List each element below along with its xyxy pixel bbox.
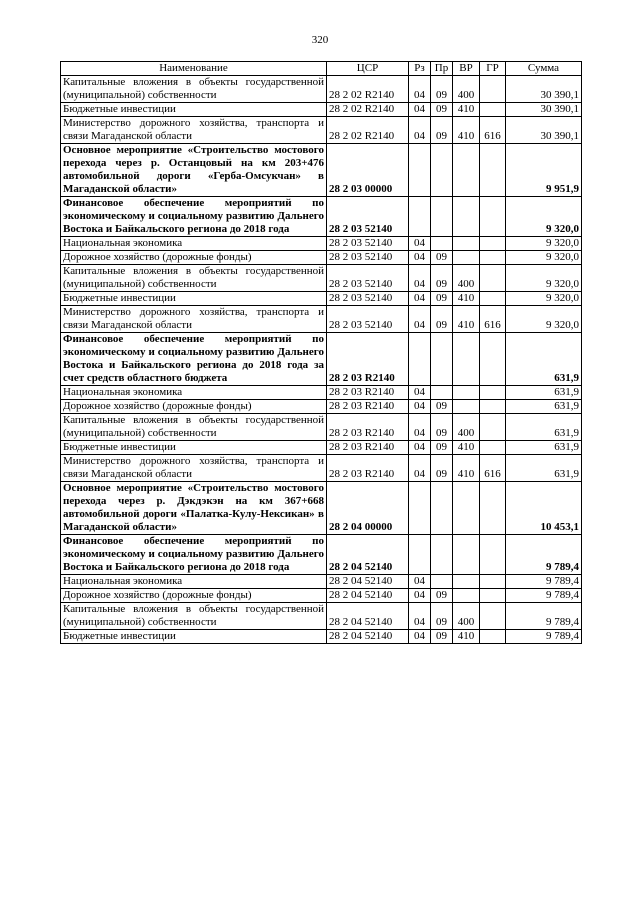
rz-cell: 04 [409,603,431,630]
pr-cell [431,237,453,251]
sum-cell: 9 789,4 [506,535,582,575]
sum-cell: 9 789,4 [506,575,582,589]
sum-cell: 10 453,1 [506,482,582,535]
header-vr: ВР [453,62,480,76]
table-row [61,400,582,414]
gr-cell [480,414,506,441]
gr-cell: 616 [480,455,506,482]
sum-cell: 9 320,0 [506,197,582,237]
csr-cell: 28 2 03 R2140 [327,441,409,455]
csr-cell: 28 2 04 52140 [327,603,409,630]
gr-cell [480,197,506,237]
gr-cell: 616 [480,306,506,333]
header-sum: Сумма [506,62,582,76]
table-row [61,333,582,386]
rz-cell: 04 [409,117,431,144]
name-cell: Капитальные вложения в объекты государственной (муниципальной) собственности [61,76,327,103]
sum-cell: 9 320,0 [506,292,582,306]
table-row [61,630,582,644]
pr-cell: 09 [431,306,453,333]
csr-cell: 28 2 04 52140 [327,535,409,575]
vr-cell: 410 [453,306,480,333]
name-cell: Финансовое обеспечение мероприятий по экономическому и социальному развитию Дальнего Востока и Байкальского региона до 2018 года [61,535,327,575]
sum-cell: 9 789,4 [506,589,582,603]
pr-cell: 09 [431,265,453,292]
name-cell: Национальная экономика [61,575,327,589]
csr-cell: 28 2 03 R2140 [327,455,409,482]
rz-cell: 04 [409,575,431,589]
csr-cell: 28 2 02 R2140 [327,103,409,117]
csr-cell: 28 2 03 R2140 [327,414,409,441]
sum-cell: 631,9 [506,400,582,414]
rz-cell: 04 [409,441,431,455]
gr-cell [480,589,506,603]
name-cell: Основное мероприятие «Строительство мостового перехода через р. Останцовый на км 203+476 автомобильной дороги «Герба-Омсукчан» в Магаданской области» [61,144,327,197]
name-cell: Основное мероприятие «Строительство мостового перехода через р. Дэкдэкэн на км 367+668 автомобильной дороги «Палатка-Кулу-Нексикан» в Магаданской области» [61,482,327,535]
pr-cell: 09 [431,630,453,644]
pr-cell: 09 [431,251,453,265]
name-cell: Бюджетные инвестиции [61,103,327,117]
name-cell: Бюджетные инвестиции [61,292,327,306]
vr-cell: 410 [453,117,480,144]
rz-cell: 04 [409,76,431,103]
csr-cell: 28 2 03 52140 [327,237,409,251]
csr-cell: 28 2 04 52140 [327,589,409,603]
csr-cell: 28 2 04 52140 [327,575,409,589]
pr-cell [431,535,453,575]
gr-cell [480,603,506,630]
vr-cell [453,197,480,237]
pr-cell [431,575,453,589]
pr-cell [431,482,453,535]
page-number: 320 [311,34,329,46]
gr-cell [480,292,506,306]
rz-cell: 04 [409,292,431,306]
table-row [61,76,582,103]
table-row [61,265,582,292]
gr-cell [480,535,506,575]
table-header-row [61,62,582,76]
rz-cell: 04 [409,237,431,251]
pr-cell: 09 [431,603,453,630]
table-row [61,386,582,400]
rz-cell [409,144,431,197]
vr-cell [453,333,480,386]
header-name: Наименование [61,62,327,76]
name-cell: Бюджетные инвестиции [61,630,327,644]
header-rz: Рз [409,62,431,76]
sum-cell: 9 789,4 [506,603,582,630]
csr-cell: 28 2 03 52140 [327,197,409,237]
sum-cell: 9 320,0 [506,265,582,292]
gr-cell [480,333,506,386]
table-row [61,535,582,575]
csr-cell: 28 2 02 R2140 [327,76,409,103]
rz-cell [409,482,431,535]
rz-cell [409,333,431,386]
table-row [61,441,582,455]
vr-cell: 400 [453,603,480,630]
header-pr: Пр [431,62,453,76]
sum-cell: 9 320,0 [506,306,582,333]
table-body [61,76,582,644]
sum-cell: 631,9 [506,414,582,441]
vr-cell: 410 [453,441,480,455]
sum-cell: 9 951,9 [506,144,582,197]
pr-cell [431,333,453,386]
budget-table [60,61,582,644]
name-cell: Министерство дорожного хозяйства, транспорта и связи Магаданской области [61,455,327,482]
gr-cell [480,144,506,197]
pr-cell: 09 [431,414,453,441]
header-csr: ЦСР [327,62,409,76]
table-row [61,589,582,603]
name-cell: Финансовое обеспечение мероприятий по экономическому и социальному развитию Дальнего Востока и Байкальского региона до 2018 года [61,197,327,237]
vr-cell: 410 [453,292,480,306]
vr-cell: 400 [453,265,480,292]
rz-cell: 04 [409,265,431,292]
sum-cell: 9 320,0 [506,251,582,265]
gr-cell [480,103,506,117]
rz-cell: 04 [409,306,431,333]
table-row [61,306,582,333]
csr-cell: 28 2 03 52140 [327,251,409,265]
name-cell: Дорожное хозяйство (дорожные фонды) [61,251,327,265]
name-cell: Министерство дорожного хозяйства, транспорта и связи Магаданской области [61,117,327,144]
vr-cell: 410 [453,103,480,117]
gr-cell [480,575,506,589]
table-row [61,197,582,237]
vr-cell [453,237,480,251]
gr-cell [480,251,506,265]
pr-cell: 09 [431,400,453,414]
table-row [61,292,582,306]
vr-cell [453,144,480,197]
csr-cell: 28 2 03 00000 [327,144,409,197]
gr-cell: 616 [480,117,506,144]
pr-cell [431,197,453,237]
table-row [61,237,582,251]
sum-cell: 30 390,1 [506,117,582,144]
sum-cell: 9 320,0 [506,237,582,251]
rz-cell: 04 [409,414,431,441]
rz-cell: 04 [409,630,431,644]
rz-cell: 04 [409,251,431,265]
sum-cell: 631,9 [506,441,582,455]
name-cell: Дорожное хозяйство (дорожные фонды) [61,400,327,414]
csr-cell: 28 2 03 R2140 [327,386,409,400]
rz-cell: 04 [409,103,431,117]
pr-cell [431,386,453,400]
sum-cell: 631,9 [506,333,582,386]
table-row [61,414,582,441]
rz-cell: 04 [409,400,431,414]
name-cell: Капитальные вложения в объекты государственной (муниципальной) собственности [61,265,327,292]
table-row [61,482,582,535]
vr-cell: 410 [453,630,480,644]
table-row [61,103,582,117]
gr-cell [480,237,506,251]
vr-cell [453,400,480,414]
table-row [61,144,582,197]
pr-cell: 09 [431,117,453,144]
name-cell: Национальная экономика [61,386,327,400]
name-cell: Министерство дорожного хозяйства, транспорта и связи Магаданской области [61,306,327,333]
pr-cell: 09 [431,103,453,117]
vr-cell [453,386,480,400]
table-row [61,575,582,589]
vr-cell: 410 [453,455,480,482]
pr-cell: 09 [431,441,453,455]
sum-cell: 30 390,1 [506,103,582,117]
csr-cell: 28 2 03 R2140 [327,333,409,386]
gr-cell [480,400,506,414]
vr-cell [453,535,480,575]
vr-cell [453,482,480,535]
pr-cell: 09 [431,455,453,482]
name-cell: Капитальные вложения в объекты государственной (муниципальной) собственности [61,603,327,630]
gr-cell [480,441,506,455]
csr-cell: 28 2 03 52140 [327,292,409,306]
gr-cell [480,482,506,535]
vr-cell [453,575,480,589]
vr-cell: 400 [453,76,480,103]
sum-cell: 9 789,4 [506,630,582,644]
rz-cell: 04 [409,455,431,482]
pr-cell: 09 [431,292,453,306]
csr-cell: 28 2 04 00000 [327,482,409,535]
name-cell: Бюджетные инвестиции [61,441,327,455]
rz-cell [409,197,431,237]
gr-cell [480,386,506,400]
csr-cell: 28 2 03 52140 [327,265,409,292]
pr-cell: 09 [431,76,453,103]
sum-cell: 30 390,1 [506,76,582,103]
csr-cell: 28 2 04 52140 [327,630,409,644]
header-gr: ГР [480,62,506,76]
name-cell: Национальная экономика [61,237,327,251]
name-cell: Финансовое обеспечение мероприятий по экономическому и социальному развитию Дальнего Востока и Байкальского региона до 2018 года за счет средств областного бюджета [61,333,327,386]
name-cell: Дорожное хозяйство (дорожные фонды) [61,589,327,603]
vr-cell: 400 [453,414,480,441]
vr-cell [453,589,480,603]
gr-cell [480,265,506,292]
table-row [61,455,582,482]
rz-cell: 04 [409,386,431,400]
csr-cell: 28 2 03 R2140 [327,400,409,414]
name-cell: Капитальные вложения в объекты государственной (муниципальной) собственности [61,414,327,441]
table-row [61,603,582,630]
csr-cell: 28 2 03 52140 [327,306,409,333]
pr-cell [431,144,453,197]
rz-cell [409,535,431,575]
csr-cell: 28 2 02 R2140 [327,117,409,144]
vr-cell [453,251,480,265]
sum-cell: 631,9 [506,455,582,482]
gr-cell [480,630,506,644]
table-row [61,251,582,265]
pr-cell: 09 [431,589,453,603]
sum-cell: 631,9 [506,386,582,400]
gr-cell [480,76,506,103]
rz-cell: 04 [409,589,431,603]
table-row [61,117,582,144]
